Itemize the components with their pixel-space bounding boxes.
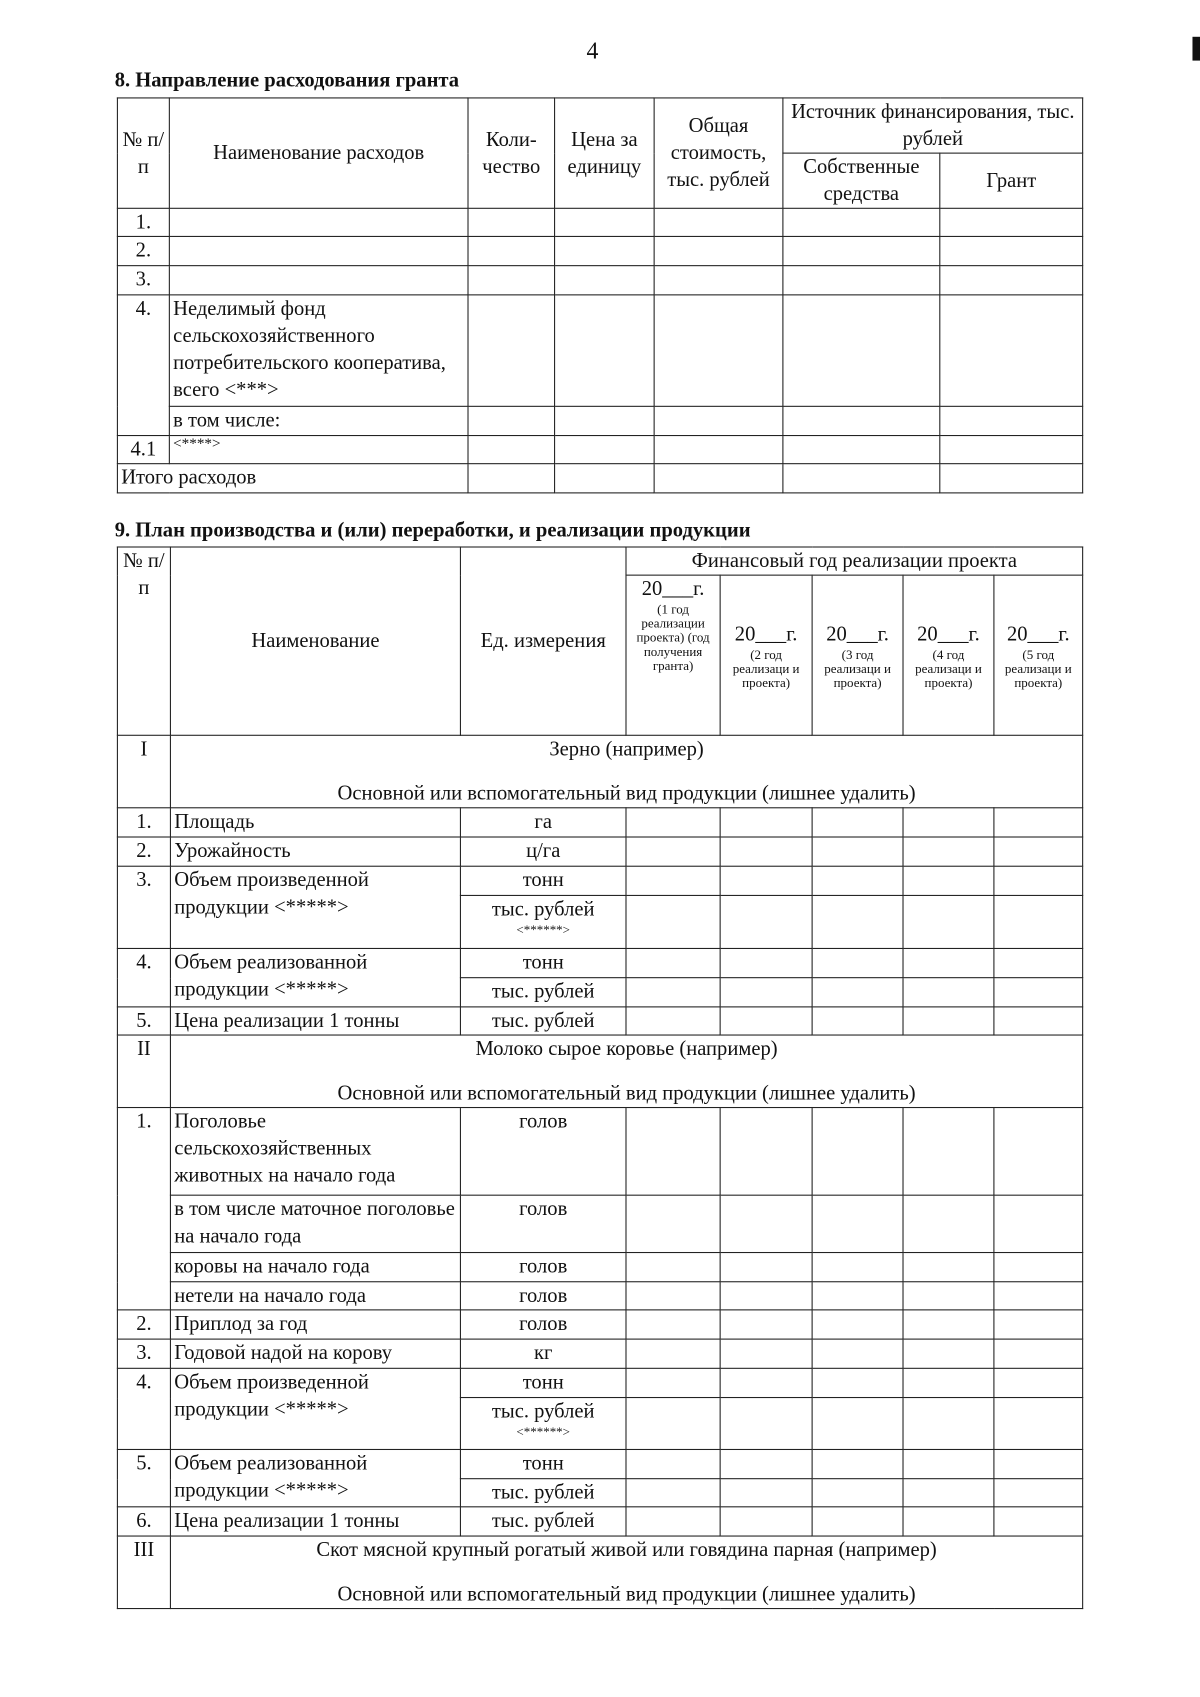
- row-num: 2.: [117, 236, 169, 265]
- year-label: 20___г.: [641, 577, 705, 601]
- cell[interactable]: [654, 406, 783, 435]
- cell[interactable]: [994, 1007, 1083, 1035]
- cell[interactable]: [994, 1507, 1083, 1536]
- row-unit: [460, 1368, 626, 1397]
- cell[interactable]: [720, 1007, 812, 1035]
- cell[interactable]: [903, 1108, 994, 1196]
- cell[interactable]: [555, 266, 655, 295]
- row-name: Неделимый фонд сельскохозяйственного потребительского кооператива, всего <***>: [169, 295, 468, 406]
- col-year-3: [812, 575, 903, 735]
- section-row: [117, 1035, 1082, 1108]
- cell[interactable]: [626, 837, 720, 866]
- cell[interactable]: [720, 1310, 812, 1339]
- cell[interactable]: [720, 808, 812, 837]
- table-row: [117, 1310, 1082, 1339]
- unit-label: ц/га: [526, 839, 561, 863]
- cell[interactable]: [783, 266, 940, 295]
- cell[interactable]: [654, 295, 783, 406]
- cell[interactable]: [812, 1339, 903, 1368]
- year-label: 20___г.: [826, 622, 889, 646]
- col-total: Общая стоимость, тыс. рублей: [654, 98, 783, 208]
- cell[interactable]: [812, 1282, 903, 1310]
- table-row: [117, 1195, 1082, 1252]
- col-qty: Коли-чество: [468, 98, 555, 208]
- col-grant: Грант: [940, 153, 1083, 208]
- cell[interactable]: [720, 837, 812, 866]
- row-name: Площадь: [170, 808, 460, 837]
- cell[interactable]: [626, 948, 720, 977]
- cell[interactable]: [994, 837, 1083, 866]
- cell[interactable]: [783, 464, 940, 493]
- cell[interactable]: [903, 1253, 994, 1282]
- row-unit: [460, 1282, 626, 1310]
- cell[interactable]: [626, 1310, 720, 1339]
- cell[interactable]: [720, 1507, 812, 1536]
- row-name: Объем реализованной продукции <*****>: [170, 1449, 460, 1506]
- year-note: (5 год реализаци и проекта): [1004, 646, 1072, 690]
- table-row: [117, 1108, 1082, 1196]
- cell[interactable]: [654, 208, 783, 236]
- cell[interactable]: [994, 1398, 1083, 1450]
- row-unit: [460, 1195, 626, 1252]
- section-title: Молоко сырое коровье (например): [475, 1037, 778, 1061]
- cell[interactable]: [720, 1195, 812, 1252]
- cell[interactable]: [903, 1007, 994, 1035]
- row-unit: [460, 837, 626, 866]
- cell[interactable]: [812, 1449, 903, 1478]
- table-row: [117, 866, 1082, 895]
- row-unit: [460, 1339, 626, 1368]
- row-num: 3.: [117, 1339, 170, 1368]
- table-row: [117, 1253, 1082, 1282]
- cell[interactable]: [994, 808, 1083, 837]
- cell[interactable]: [720, 978, 812, 1007]
- cell[interactable]: [812, 948, 903, 977]
- section-row: [117, 735, 1082, 808]
- unit-label: тонн: [522, 1452, 564, 1475]
- cell[interactable]: [994, 866, 1083, 895]
- cell[interactable]: [654, 236, 783, 265]
- cell[interactable]: [468, 295, 555, 406]
- unit-label: голов: [519, 1312, 568, 1336]
- unit-label: тыс. рублей: [491, 1400, 595, 1423]
- cell[interactable]: [626, 866, 720, 895]
- cell[interactable]: [903, 1449, 994, 1478]
- cell[interactable]: [812, 1398, 903, 1450]
- cell[interactable]: [812, 1507, 903, 1536]
- cell[interactable]: [903, 1310, 994, 1339]
- row-num: 3.: [117, 266, 169, 295]
- cell[interactable]: [720, 1368, 812, 1397]
- cell[interactable]: [720, 1479, 812, 1507]
- cell[interactable]: [555, 295, 655, 406]
- cell[interactable]: [940, 295, 1083, 406]
- row-num: 4.: [117, 948, 170, 1006]
- table-row: [117, 1339, 1082, 1368]
- row-name: в том числе маточное поголовье на начало года: [170, 1195, 460, 1252]
- table-row: [117, 1507, 1082, 1536]
- cell[interactable]: [940, 208, 1083, 236]
- section-subtitle: Основной или вспомогательный вид продукции (лишнее удалить): [337, 782, 916, 806]
- cell[interactable]: [812, 837, 903, 866]
- table-row: [117, 406, 1082, 435]
- cell[interactable]: [783, 236, 940, 265]
- cell[interactable]: [626, 1195, 720, 1252]
- unit-label: тонн: [522, 1371, 564, 1394]
- cell[interactable]: [169, 208, 468, 236]
- row-num: 2.: [117, 1310, 170, 1339]
- cell[interactable]: [468, 208, 555, 236]
- cell[interactable]: [626, 1253, 720, 1282]
- cell[interactable]: [994, 1195, 1083, 1252]
- cell[interactable]: [903, 808, 994, 837]
- section-cell: [170, 735, 1082, 808]
- col-year-1: [626, 575, 720, 735]
- cell[interactable]: [940, 406, 1083, 435]
- col-fiscal-year: Финансовый год реализации проекта: [626, 547, 1083, 575]
- section-cell: [170, 1035, 1082, 1108]
- unit-label: га: [534, 810, 552, 834]
- cell[interactable]: [994, 1282, 1083, 1310]
- row-name: Урожайность: [170, 837, 460, 866]
- row-num: 1.: [117, 208, 169, 236]
- year-note: (4 год реализаци и проекта): [915, 646, 982, 690]
- unit-label: тонн: [522, 868, 564, 892]
- cell[interactable]: [626, 1449, 720, 1478]
- row-unit: [460, 1253, 626, 1282]
- cell[interactable]: [903, 948, 994, 977]
- cell[interactable]: [626, 1507, 720, 1536]
- section-title: Зерно (например): [549, 737, 704, 761]
- total-row: [117, 464, 1082, 493]
- col-num: № п/п: [117, 547, 170, 735]
- year-label: 20___г.: [1006, 622, 1070, 646]
- row-unit: [460, 895, 626, 948]
- section-row: [117, 1536, 1082, 1609]
- year-note: (2 год реализаци и проекта): [732, 646, 800, 690]
- cell[interactable]: [812, 1195, 903, 1252]
- unit-note: <******>: [516, 1424, 571, 1440]
- row-num: 3.: [117, 866, 170, 948]
- cell[interactable]: [783, 406, 940, 435]
- row-num: 6.: [117, 1507, 170, 1536]
- cell[interactable]: [903, 1368, 994, 1397]
- col-num: № п/п: [117, 98, 169, 208]
- cell[interactable]: [994, 978, 1083, 1007]
- col-price: Цена за единицу: [555, 98, 655, 208]
- cell[interactable]: [555, 436, 655, 464]
- cell[interactable]: [903, 1507, 994, 1536]
- unit-label: кг: [533, 1341, 553, 1365]
- cell[interactable]: [654, 436, 783, 464]
- cell[interactable]: [812, 895, 903, 948]
- cell[interactable]: [994, 948, 1083, 977]
- cell[interactable]: [720, 1253, 812, 1282]
- col-name: Наименование: [170, 547, 460, 735]
- cell[interactable]: [903, 837, 994, 866]
- cell[interactable]: [626, 1007, 720, 1035]
- cell[interactable]: [555, 464, 655, 493]
- cell[interactable]: [812, 808, 903, 837]
- col-source: Источник финансирования, тыс. рублей: [783, 98, 1083, 153]
- row-num: 5.: [117, 1449, 170, 1506]
- table-row: [117, 808, 1082, 837]
- cell[interactable]: [940, 436, 1083, 464]
- table-row: [117, 1368, 1082, 1397]
- table-row: [117, 208, 1082, 236]
- year-label: 20___г.: [734, 622, 798, 646]
- row-name: Цена реализации 1 тонны: [170, 1007, 460, 1035]
- cell[interactable]: [783, 208, 940, 236]
- cell[interactable]: [720, 1339, 812, 1368]
- unit-label: тыс. рублей: [491, 1009, 595, 1033]
- cell[interactable]: [994, 1479, 1083, 1507]
- cell[interactable]: [555, 406, 655, 435]
- row-name: коровы на начало года: [170, 1253, 460, 1282]
- col-unit: Ед. измерения: [460, 547, 626, 735]
- section-subtitle: Основной или вспомогательный вид продукции (лишнее удалить): [337, 1082, 916, 1105]
- cell[interactable]: [940, 266, 1083, 295]
- cell[interactable]: [626, 978, 720, 1007]
- unit-note: <******>: [516, 921, 571, 938]
- row-unit: [460, 1398, 626, 1450]
- header-row: [117, 98, 1082, 153]
- cell[interactable]: [626, 1108, 720, 1196]
- unit-label: тыс. рублей: [491, 1509, 595, 1533]
- table-row: [117, 236, 1082, 265]
- row-num: 4.: [117, 1368, 170, 1449]
- row-unit: [460, 1108, 626, 1196]
- cell[interactable]: [626, 1282, 720, 1310]
- table-row: [117, 837, 1082, 866]
- col-year-5: [994, 575, 1083, 735]
- cell[interactable]: [903, 978, 994, 1007]
- cell[interactable]: [903, 866, 994, 895]
- row-name: нетели на начало года: [170, 1282, 460, 1310]
- row-name: Годовой надой на корову: [170, 1339, 460, 1368]
- cell[interactable]: [940, 464, 1083, 493]
- section-num: III: [117, 1536, 170, 1609]
- row-num: 1.: [117, 1108, 170, 1310]
- unit-label: голов: [519, 1110, 568, 1133]
- row-num: 5.: [117, 1007, 170, 1035]
- unit-label: тыс. рублей: [491, 980, 595, 1004]
- cell[interactable]: [626, 895, 720, 948]
- cell[interactable]: [555, 208, 655, 236]
- row-num: 2.: [117, 837, 170, 866]
- cell[interactable]: [720, 866, 812, 895]
- cell[interactable]: [994, 1310, 1083, 1339]
- cell[interactable]: [812, 1479, 903, 1507]
- row-name: <****>: [169, 436, 468, 464]
- cell[interactable]: [812, 978, 903, 1007]
- cell[interactable]: [812, 866, 903, 895]
- year-note: (1 год реализации проекта) (год получения гранта): [636, 601, 710, 674]
- cell[interactable]: [654, 464, 783, 493]
- row-name: Объем произведенной продукции <*****>: [170, 1368, 460, 1449]
- table-row: [117, 436, 1082, 464]
- cell[interactable]: [903, 1339, 994, 1368]
- cell[interactable]: [720, 1282, 812, 1310]
- row-unit: [460, 978, 626, 1007]
- cell[interactable]: [626, 1339, 720, 1368]
- row-unit: [460, 948, 626, 977]
- cell[interactable]: [994, 1253, 1083, 1282]
- row-unit: [460, 1449, 626, 1478]
- cell[interactable]: [720, 1398, 812, 1450]
- cell[interactable]: [468, 236, 555, 265]
- table-row: [117, 295, 1082, 406]
- unit-label: голов: [519, 1255, 568, 1278]
- section-subtitle: Основной или вспомогательный вид продукции (лишнее удалить): [337, 1583, 916, 1606]
- cell[interactable]: [468, 406, 555, 435]
- cell[interactable]: [169, 266, 468, 295]
- cell[interactable]: [812, 1368, 903, 1397]
- cell[interactable]: [812, 1310, 903, 1339]
- unit-label: тыс. рублей: [491, 1481, 595, 1505]
- table-row: [117, 1007, 1082, 1035]
- row-unit: [460, 1507, 626, 1536]
- table-row: [117, 1449, 1082, 1478]
- cell[interactable]: [994, 1339, 1083, 1368]
- year-note: (3 год реализаци и проекта): [824, 646, 891, 690]
- cell[interactable]: [783, 436, 940, 464]
- cell[interactable]: [720, 1449, 812, 1478]
- header-row: [117, 547, 1082, 575]
- cell[interactable]: [720, 948, 812, 977]
- cell[interactable]: [903, 1282, 994, 1310]
- cell[interactable]: [468, 464, 555, 493]
- cell[interactable]: [555, 236, 655, 265]
- col-name: Наименование расходов: [169, 98, 468, 208]
- unit-label: тонн: [522, 951, 564, 974]
- row-name: Объем реализованной продукции <*****>: [170, 948, 460, 1006]
- row-unit: [460, 1310, 626, 1339]
- row-unit: [460, 808, 626, 837]
- table-row: [117, 948, 1082, 977]
- col-own: Собственные средства: [783, 153, 940, 208]
- table-row: [117, 1282, 1082, 1310]
- cell[interactable]: [812, 1108, 903, 1196]
- unit-label: тыс. рублей: [491, 898, 595, 921]
- section-num: II: [117, 1035, 170, 1108]
- section-cell: [170, 1536, 1082, 1609]
- cell[interactable]: [783, 295, 940, 406]
- row-num: 1.: [117, 808, 170, 837]
- cell[interactable]: [903, 1479, 994, 1507]
- row-name: Приплод за год: [170, 1310, 460, 1339]
- row-num: 4.: [117, 295, 169, 436]
- col-year-2: [720, 575, 812, 735]
- cell[interactable]: [994, 895, 1083, 948]
- cell[interactable]: [626, 1398, 720, 1450]
- section-title: Скот мясной крупный рогатый живой или говядина парная (например): [316, 1538, 937, 1562]
- section-num: I: [117, 735, 170, 808]
- row-unit: [460, 1479, 626, 1507]
- production-plan-table: [117, 546, 1083, 1609]
- cell[interactable]: [654, 266, 783, 295]
- cell[interactable]: [169, 236, 468, 265]
- cell[interactable]: [812, 1253, 903, 1282]
- table-row: [117, 266, 1082, 295]
- scan-mark: [1192, 37, 1200, 61]
- cell[interactable]: [903, 1398, 994, 1450]
- cell[interactable]: [940, 236, 1083, 265]
- cell[interactable]: [994, 1449, 1083, 1478]
- cell[interactable]: [994, 1368, 1083, 1397]
- row-name: Цена реализации 1 тонны: [170, 1507, 460, 1536]
- row-name: в том числе:: [169, 406, 468, 435]
- cell[interactable]: [468, 436, 555, 464]
- cell[interactable]: [994, 1108, 1083, 1196]
- row-num: 4.1: [117, 436, 169, 464]
- cell[interactable]: [468, 266, 555, 295]
- year-label: 20___г.: [917, 622, 980, 646]
- cell[interactable]: [720, 1108, 812, 1196]
- unit-label: голов: [519, 1284, 568, 1308]
- cell[interactable]: [903, 1195, 994, 1252]
- row-unit: [460, 1007, 626, 1035]
- cell[interactable]: [812, 1007, 903, 1035]
- section-8-title: 8. Направление расходования гранта: [114, 69, 460, 92]
- cell[interactable]: [626, 1368, 720, 1397]
- col-year-4: [903, 575, 994, 735]
- total-label: Итого расходов: [117, 464, 468, 493]
- grant-expenses-table: [117, 97, 1083, 493]
- cell[interactable]: [626, 808, 720, 837]
- unit-label: голов: [519, 1197, 568, 1221]
- row-name: Объем произведенной продукции <*****>: [170, 866, 460, 948]
- cell[interactable]: [903, 895, 994, 948]
- row-name: Поголовье сельскохозяйственных животных на начало года: [170, 1108, 460, 1196]
- page-number: 4: [586, 36, 599, 64]
- cell[interactable]: [720, 895, 812, 948]
- cell[interactable]: [626, 1479, 720, 1507]
- row-unit: [460, 866, 626, 895]
- section-9-title: 9. План производства и (или) переработки, и реализации продукции: [114, 519, 751, 543]
